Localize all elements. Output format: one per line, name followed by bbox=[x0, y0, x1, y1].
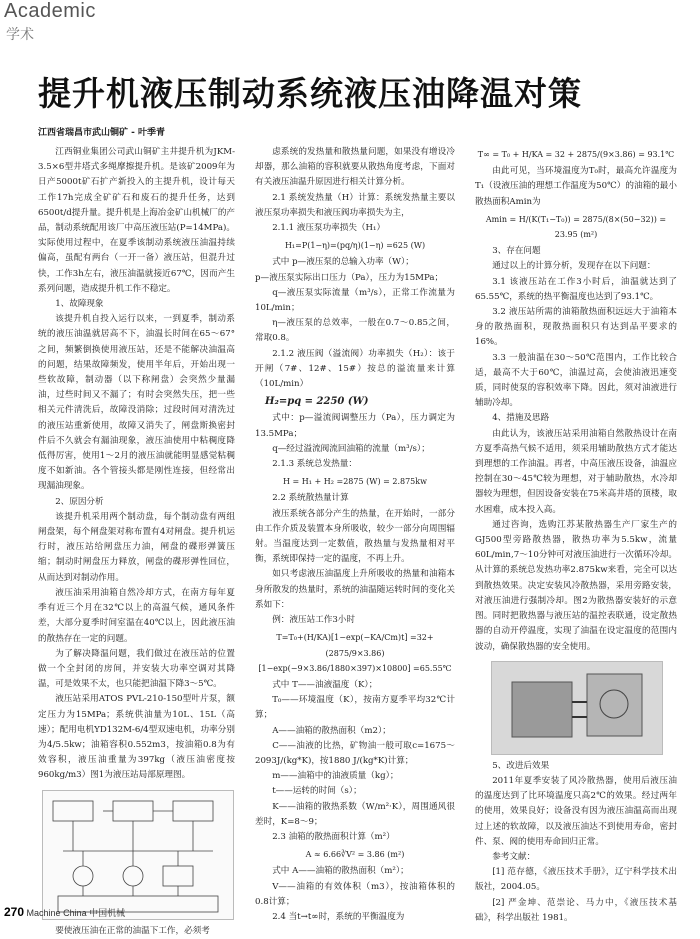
paragraph: A——油箱的散热面积（m2）； bbox=[272, 725, 391, 736]
paragraph: 3.1 该液压站在工作3小时后，油温就达到了65.55℃，系统的热平衡温度也达到了93.1℃。 bbox=[475, 276, 677, 302]
paragraph: C——油液的比热，矿物油一般可取c=1675～2093J/(kg*K)，按1880 J/(kg*K)计算； bbox=[255, 740, 455, 766]
radiator-photo bbox=[492, 662, 662, 754]
formula-temperature: T=T₀+(H/KA)[1−exp(−KA/Cm)t] =32+(2875/9×3.86)[1−exp(−9×3.86/1880×397)×10800] =65.55℃ bbox=[258, 633, 452, 673]
schematic-drawing bbox=[43, 791, 233, 919]
paragraph: t——运转的时间（s）； bbox=[272, 786, 362, 797]
references-heading: 参考文献： bbox=[492, 851, 536, 862]
paragraph: 该提升机采用两个制动盘，每个制动盘有两组闸盘架，每个闸盘架对称布置有4对闸盘。提升机运行时，液压站给闸盘压力油，闸盘的碟形弹簧压缩；制动时闸盘压力释放，闸盘的碟形弹性回位，从而达到对制动作用。 bbox=[38, 511, 235, 583]
paragraph: 液压系统各部分产生的热量，在开始时，一部分由工作介质及装置本身所吸收，较少一部分向周围辐射。当温度达到一定数值，散热量与发热量相对平衡，系统即保持一定的温度，不再上升。 bbox=[255, 508, 455, 565]
journal-name: Machine China 中国机械 bbox=[26, 908, 126, 918]
paragraph: 3.3 一般油温在30～50℃范围内，工作比较合适，最高不大于60℃，油温过高，会使油液迅速变质，同时使泵的容积效率下降。因此，须对油液进行辅助冷却。 bbox=[475, 352, 677, 409]
paragraph: 如只考虑液压油温度上升所吸收的热量和油箱本身所散发的热量时，系统的油温随运转时间的变化关系如下： bbox=[255, 569, 455, 610]
page-footer bbox=[4, 905, 125, 919]
subsection-heading: 2.4 当t→t∞时，系统的平衡温度为 bbox=[272, 911, 405, 922]
subsection-heading: 2.1.1 液压泵功率损失（H₁） bbox=[272, 223, 386, 234]
paragraph: m——油箱中的油液质量（kg）； bbox=[272, 771, 399, 782]
paragraph: 2.1 系统发热量（H）计算：系统发热量主要以液压泵功率损失和液压阀功率损失为主， bbox=[255, 192, 455, 218]
page-number: 270 bbox=[4, 905, 25, 919]
paragraph: 式中 T——油液温度（K）； bbox=[272, 679, 378, 690]
paragraph: 江西铜业集团公司武山铜矿主井提升机为JKM-3.5×6型井塔式多绳摩擦提升机。是该矿2009年为日产5000t矿石扩产新投入的主提升机，设计每天工作17h完成全矿矿石和废石的提升任务，达到6500t/d提升量。提升机是上海冶金矿山机械厂的产品，制动系统配用该厂中高压液压站(P=14MPa)。实际使用过程中，在夏季该制动系统液压油温持续偏高，虽配有两台（一开一备）液压站，但混升过快，工作3h左右，液压油温就接近67℃，因而产生系列问题，造成提升机工作不稳定。 bbox=[38, 147, 236, 294]
radiator-install-figure bbox=[491, 661, 663, 755]
figure-caption: 要使液压油在正常的油温下工作，必须考 bbox=[55, 925, 210, 936]
paragraph: 2011年夏季安装了风冷散热器，使用后液压油的温度达到了比环境温度只高2℃的效果。经过两年的使用，效果良好；设备没有因为液压油温高而出现过上述的软故障，以及液压油达不到使用寿命，密封件、泵、阀的使用寿命回归正常。 bbox=[475, 775, 677, 847]
paragraph: 由此可见，当环境温度为T₀时，最高允许温度为T₁（设液压油的理想工作温度为50℃）的油箱的最小散热面积Amin为 bbox=[475, 166, 677, 207]
section-heading: 4、措施及思路 bbox=[492, 413, 550, 424]
column-3 bbox=[475, 145, 677, 926]
paragraph: V——油箱的有效体积（m3），按油箱体积的0.8计算； bbox=[255, 881, 455, 907]
paragraph: K——油箱的散热系数（W/m²·K），周围通风很差时，K=8～9； bbox=[255, 801, 455, 827]
paragraph: 式中：p—溢流阀调整压力（Pa），压力调定为13.5MPa； bbox=[255, 413, 455, 439]
paragraph: 例：液压站工作3小时 bbox=[272, 615, 355, 626]
author-line: 江西省瑞昌市武山铜矿 - 叶季青 bbox=[38, 128, 166, 138]
section-heading: 5、改进后效果 bbox=[492, 760, 550, 771]
paragraph: 虑系统的发热量和散热量问题，如果没有增设冷却器，那么油箱的容积就要从散热角度考虑，下面对有关液压油温升原因进行相关计算分析。 bbox=[255, 147, 455, 188]
section-heading: 2、原因分析 bbox=[55, 496, 104, 507]
formula-h2: H₂=pq = 2250 (W) bbox=[265, 396, 369, 408]
paragraph: 3.2 液压站所需的油箱散热面积远远大于油箱本身的散热面积，现散热面积只有达到品平要求的16%。 bbox=[475, 307, 677, 348]
paragraph: 为了解决降温问题，我们做过在液压站的位置做一个全封闭的房间，并安装大功率空调对其降温，可是效果不太，也只能把油温下降3～5℃。 bbox=[38, 648, 235, 690]
paragraph: q—液压泵实际流量（m³/s），正常工作流量为10L/min； bbox=[255, 287, 455, 314]
subsection-heading: 2.3 油箱的散热面积计算（m²） bbox=[272, 831, 395, 842]
paragraph: 该提升机自投入运行以来，一到夏季，制动系统的液压油温就居高不下，油温长时间在65～67°之间，频繁倒换使用液压站，还是不能解决油温高的问题，结果故障频发，使用半年后，开始出现一些软故障，制动器（以下称闸盘）会突然少量漏油，过些时间又不漏了；有时会突然失压，把一些相关元件清洗后，故障没消除；过段时间对清洗过的液压站重新使用，故障又消失了，闸盘斯换密封件后不久就会有漏油现象，液压油使用中粘稠度降低得厉害，使用1～2月的液压油就能明显感觉粘稠度不如新油。各个管接头都是刚性连接，但经常出现漏油现象。 bbox=[38, 314, 235, 492]
formula-amin: Amin = H/(K(T₁−T₀)) = 2875/(8×(50−32)) = 23.95 (m²) bbox=[485, 214, 667, 240]
subsection-heading: 2.2 系统散热量计算 bbox=[272, 493, 349, 504]
paragraph: q—经过溢流阀流回油箱的流量（m³/s）； bbox=[272, 443, 430, 454]
paragraph: 通过以上的计算分析，发现存在以下问题： bbox=[492, 261, 656, 272]
reference-item: [1] 范存德，《液压技术手册》，辽宁科学技术出版社，2004.05。 bbox=[475, 867, 677, 893]
section-heading: 3、存在问题 bbox=[492, 246, 541, 257]
column-1 bbox=[38, 145, 235, 939]
paragraph: 液压站采用ATOS PVL-210-150型叶片泵，额定压力为15MPa；系统供油量为10L、15L（高速）；配用电机YD132M-6/4型双速电机，功率分别为4/5.5kw；油箱容积0.552m3，按油箱0.8为有效容积，液压油重量为397kg（液压油密度按960kg/m3）图1为液压站局部原理图。 bbox=[38, 694, 235, 781]
formula-h1: H₁=P(1−η)=(pq/η)(1−η) =625 (W) bbox=[284, 241, 426, 251]
reference-item: [2] 严金坤、范崇论、马力中，《液压技术基础》，科学出版社 1981。 bbox=[475, 897, 677, 923]
header-academic-cn: 学术 bbox=[6, 26, 34, 42]
paragraph: T₀——环境温度（K），按南方夏季平均32℃计算； bbox=[255, 695, 455, 721]
paragraph: 式中 p—液压泵的总输入功率（W）； bbox=[272, 257, 414, 268]
formula-total: H = H₁ + H₂ =2875 (W) = 2.875kw bbox=[283, 477, 427, 487]
formula-t-infinity: T∞ = T₀ + H/KA = 32 + 2875/(9×3.86) = 93.1℃ bbox=[477, 150, 675, 159]
subsection-heading: 2.1.3 系统总发热量： bbox=[272, 459, 357, 470]
hydraulic-schematic-figure bbox=[42, 790, 234, 920]
paragraph: η—液压泵的总效率，一般在0.7～0.85之间，常取0.8。 bbox=[255, 318, 455, 344]
paragraph: 通过咨询，选购江苏某散热器生产厂家生产的GJ500型旁路散热器，散热功率为5.5kw，流量60L/min,7～10分钟可对液压油进行一次循环冷却。从计算的系统总发热功率2.875kw来看，完全可以达到散热效果。决定安装风冷散热器，采用旁路安装，对液压油进行强制冷却。图2为散热器安装好的示意图。同时把散热器与液压站的温控表联通，设定散热器的自动开停温度，实现了油温在设定温度的范围内波动，确保散热器的安全使用。 bbox=[475, 519, 677, 652]
section-heading: 1、故障现象 bbox=[55, 299, 104, 310]
paragraph: 由此认为，该液压站采用油箱自然散热设计在南方夏季高热气候不适用，须采用辅助散热方式才能达到理想的工作油温。再者，中高压液压设备，油温应控制在30～45℃较为理想，对于辅助散热，水冷却器较为理想，但因设备安装在75米高井塔的顶楼，取水困难，成本投入高。 bbox=[475, 428, 677, 515]
article-title: 提升机液压制动系统液压油降温对策 bbox=[38, 74, 582, 113]
paragraph: 式中 A——油箱的散热面积（m²）； bbox=[272, 866, 409, 877]
header-academic: Academic bbox=[4, 0, 96, 22]
paragraph: p—液压泵实际出口压力（Pa），压力为15MPa； bbox=[255, 272, 444, 283]
paragraph: 2.1.2 液压阀（溢流阀）功率损失（H₂）：该于开闸（7#、12#、15#）按总的溢流量来计算（10L/min） bbox=[255, 348, 455, 390]
formula-area: A ≈ 6.66∛V² = 3.86 (m²) bbox=[305, 850, 405, 860]
column-2 bbox=[255, 145, 455, 925]
paragraph: 液压油采用油箱自然冷却方式，在南方每年夏季有近三个月在32℃以上的高温气候，通风条件差，大部分夏季时间室温在40℃以上，因此液压油的散热存在一定的问题。 bbox=[38, 587, 235, 644]
